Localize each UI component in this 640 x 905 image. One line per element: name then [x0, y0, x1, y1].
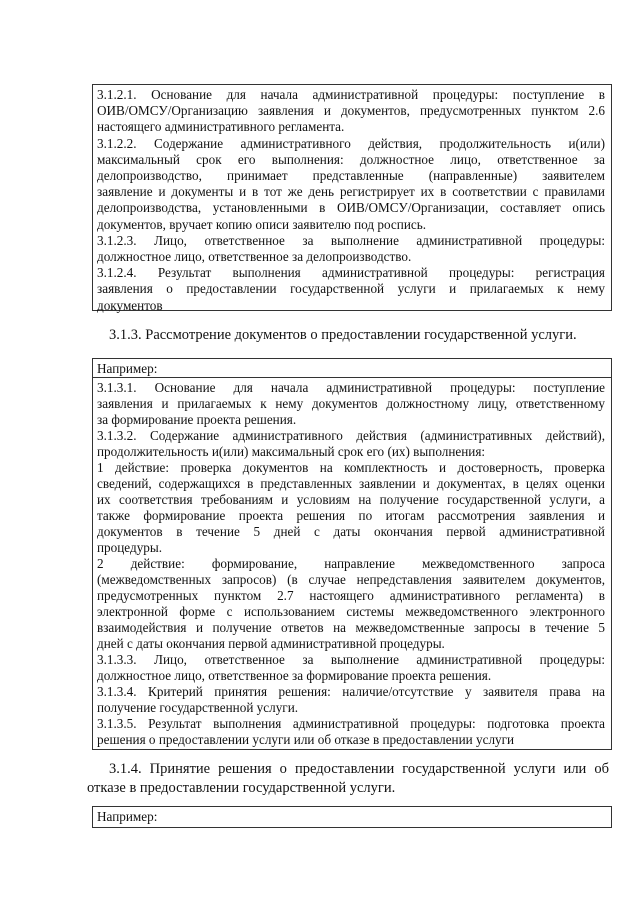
- text-line: заявления и прилагаемых к нему документов должностному лицу, ответственному: [97, 396, 605, 411]
- text-line: 3.1.2.1. Основание для начала административной процедуры: поступление в: [97, 87, 605, 102]
- text-line: получение государственной услуги.: [97, 700, 299, 715]
- text-line: 3.1.3.4. Критерий принятия решения: наличие/отсутствие у заявителя права на: [97, 684, 605, 699]
- text-line: (межведомственных запросов) (в случае непредставления заявителем документов,: [97, 572, 605, 587]
- section-heading-3-1-4-line-1: 3.1.4. Принятие решения о предоставлении государственной услуги или об: [109, 761, 609, 777]
- text-line: 2 действие: формирование, направление межведомственного запроса: [97, 556, 605, 571]
- text-line: продолжительность и(или) максимальный срок его (их) выполнения:: [97, 444, 486, 459]
- text-line: также формирование проекта решения по итогам рассмотрения заявления и: [97, 508, 605, 523]
- text-line: за формирование проекта решения.: [97, 412, 297, 427]
- procedure-box-3-1-4: [92, 806, 612, 828]
- procedure-box-3-1-3: [92, 358, 612, 750]
- text-line: заявления о предоставлении государственной услуги и прилагаемых к нему: [97, 281, 605, 297]
- text-line: процедуры.: [97, 540, 163, 555]
- text-line: максимальный срок его выполнения: должностное лицо, ответственное за: [97, 151, 605, 167]
- text-line: документов в течение 5 дней с даты окончания первой административной: [97, 524, 605, 539]
- text-line: дней с даты окончания первой административной процедуры.: [97, 636, 445, 651]
- text-line: взаимодействия и получение ответов на межведомственные запросы в течение 5: [97, 620, 605, 635]
- box-3-title: Например:: [97, 809, 158, 824]
- text-line: 3.1.3.1. Основание для начала административной процедуры: поступление: [97, 380, 605, 395]
- text-line: 3.1.2.4. Результат выполнения административной процедуры: регистрация: [97, 265, 605, 281]
- box-2-title-divider: [93, 377, 611, 378]
- text-line: делопроизводства, установленными в ОИВ/ОМСУ/Организации, составляет опись: [97, 200, 605, 216]
- text-line: 3.1.2.3. Лицо, ответственное за выполнение административной процедуры:: [97, 232, 605, 248]
- text-line: документов: [97, 297, 163, 313]
- section-heading-3-1-4-line-2: отказе в предоставлении государственной услуги.: [87, 780, 396, 796]
- procedure-box-3-1-2: [92, 84, 612, 311]
- text-line: должностное лицо, ответственное за формирование проекта решения.: [97, 668, 492, 683]
- text-line: 3.1.3.2. Содержание административного действия (административных действий),: [97, 428, 605, 443]
- text-line: документов, вручает копию описи заявителю под роспись.: [97, 216, 427, 232]
- section-heading-3-1-3: 3.1.3. Рассмотрение документов о предоставлении государственной услуги.: [109, 327, 577, 343]
- text-line: должностное лицо, ответственное за делопроизводство.: [97, 249, 412, 264]
- text-line: делопроизводство, принимает представленные (направленные) заявителем: [97, 168, 605, 183]
- text-line: ОИВ/ОМСУ/Организацию заявления и документов, предусмотренных пунктом 2.6: [97, 103, 605, 119]
- text-line: 3.1.3.3. Лицо, ответственное за выполнение административной процедуры:: [97, 652, 605, 667]
- text-line: 3.1.2.2. Содержание административного действия, продолжительность и(или): [97, 135, 605, 151]
- text-line: их соответствия требованиям и условиям на получение государственной услуги, а: [97, 492, 605, 507]
- text-line: настоящего административного регламента.: [97, 119, 345, 135]
- text-line: предусмотренных пунктом 2.7 настоящего административного регламента) в: [97, 588, 605, 603]
- text-line: решения о предоставлении услуги или об отказе в предоставлении услуги: [97, 732, 515, 747]
- text-line: 1 действие: проверка документов на комплектность и достоверность, проверка: [97, 460, 605, 475]
- text-line: сведений, содержащихся в представленных заявлении и документах, в целях оценки: [97, 476, 605, 491]
- text-line: заявление и документы и в тот же день регистрирует их в соответствии с правилами: [97, 184, 605, 200]
- box-2-title: Например:: [97, 361, 158, 376]
- text-line: электронной форме с использованием системы межведомственного электронного: [97, 604, 605, 619]
- text-line: 3.1.3.5. Результат выполнения административной процедуры: подготовка проекта: [97, 716, 605, 731]
